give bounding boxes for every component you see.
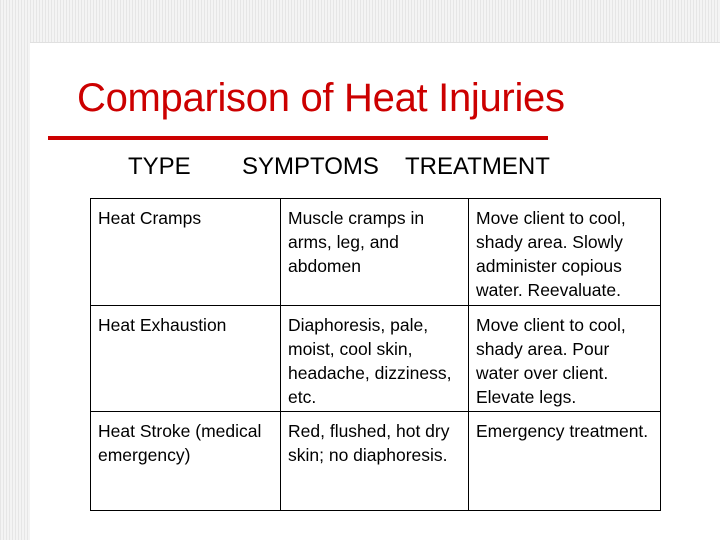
top-stripe-decoration xyxy=(0,0,720,42)
type-cell: Heat Exhaustion xyxy=(91,306,281,412)
title-underline xyxy=(48,136,548,140)
table-row xyxy=(91,306,661,412)
table-row xyxy=(91,199,661,306)
type-cell: Heat Cramps xyxy=(91,199,281,306)
treatment-cell: Emergency treatment. xyxy=(469,412,661,511)
heat-injuries-table xyxy=(90,198,661,511)
column-header-symptoms: SYMPTOMS xyxy=(242,153,379,180)
table-row xyxy=(91,412,661,511)
treatment-cell: Move client to cool, shady area. Pour water over client. Elevate legs. xyxy=(469,306,661,412)
column-header-type: TYPE xyxy=(128,153,191,180)
top-divider xyxy=(30,42,720,43)
type-cell: Heat Stroke (medical emergency) xyxy=(91,412,281,511)
symptoms-cell: Red, flushed, hot dry skin; no diaphoresis. xyxy=(281,412,469,511)
symptoms-cell: Diaphoresis, pale, moist, cool skin, headache, dizziness, etc. xyxy=(281,306,469,412)
symptoms-cell: Muscle cramps in arms, leg, and abdomen xyxy=(281,199,469,306)
column-header-treatment: TREATMENT xyxy=(405,153,550,180)
slide-title: Comparison of Heat Injuries xyxy=(77,76,565,120)
treatment-cell: Move client to cool, shady area. Slowly administer copious water. Reevaluate. xyxy=(469,199,661,306)
left-stripe-decoration xyxy=(0,0,30,540)
